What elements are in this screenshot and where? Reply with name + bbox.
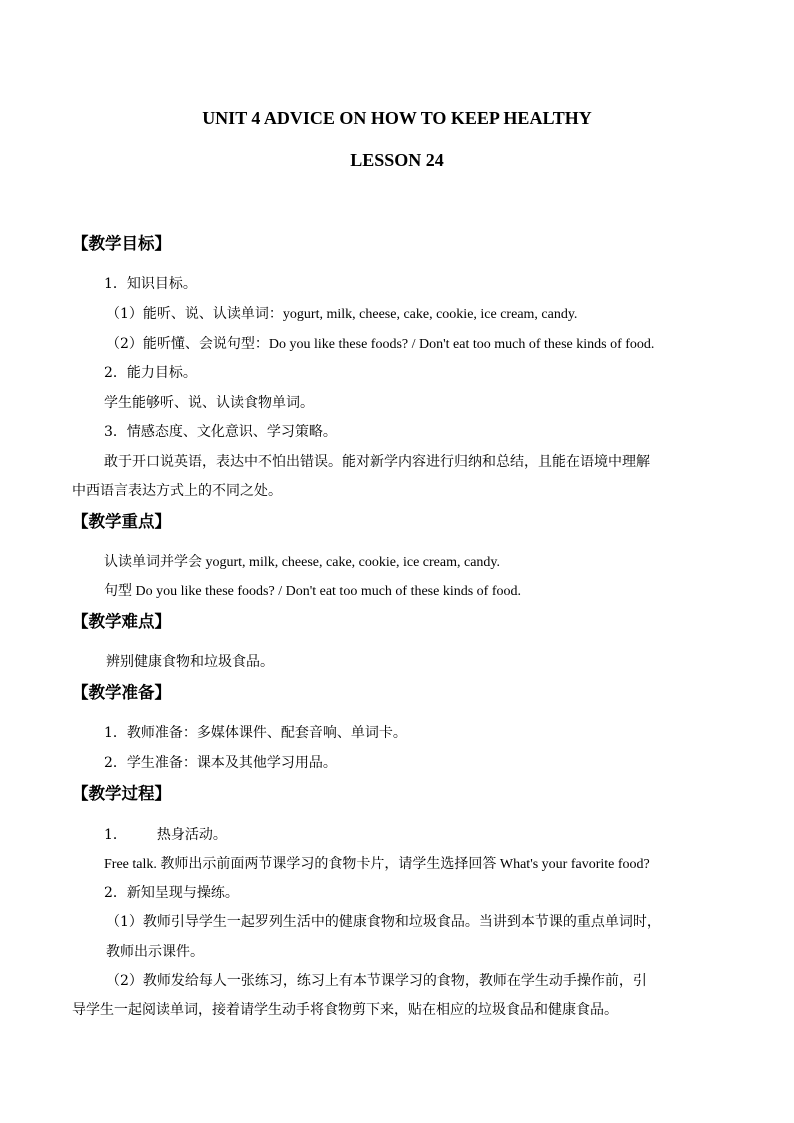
key-points-heading: 【教学重点】	[72, 512, 171, 531]
preparation-student: 2．学生准备：课本及其他学习用品。	[104, 755, 337, 771]
process-step-2-1-line-1: （1）教师引导学生一起罗列生活中的健康食物和垃圾食品。当讲到本节课的重点单词时，	[106, 914, 661, 930]
objective-words-label: （1）能听、说、认读单词：	[106, 306, 283, 322]
objective-knowledge-sentences	[106, 334, 654, 355]
process-step-1-number: 1．	[104, 827, 127, 843]
key-points-words-label: 认读单词并学会	[104, 554, 202, 570]
document-title: UNIT 4 ADVICE ON HOW TO KEEP HEALTHY	[202, 108, 592, 128]
process-step-2: 2．新知呈现与操练。	[104, 885, 239, 901]
process-step-2-2-line-2: 导学生一起阅读单词，接着请学生动手将食物剪下来，贴在相应的垃圾食品和健康食品。	[72, 1002, 618, 1018]
difficulties-text: 辨别健康食物和垃圾食品。	[106, 654, 274, 670]
key-points-sentences-label: 句型	[104, 583, 132, 599]
objective-ability: 2．能力目标。	[104, 365, 197, 381]
objective-knowledge: 1．知识目标。	[104, 276, 197, 292]
process-step-2-1-line-2: 教师出示课件。	[106, 944, 204, 960]
key-points-words-list: yogurt, milk, cheese, cake, cookie, ice cream, candy.	[202, 555, 501, 570]
objective-ability-text: 学生能够听、说、认读食物单词。	[104, 395, 314, 411]
key-points-words	[104, 552, 500, 573]
process-step-1-question: What's your favorite food?	[496, 857, 650, 872]
preparation-heading: 【教学准备】	[72, 683, 171, 702]
objectives-heading: 【教学目标】	[72, 234, 171, 253]
objective-attitude-text-1: 敢于开口说英语，表达中不怕出错误。能对新学内容进行归纳和总结，且能在语境中理解	[104, 454, 650, 470]
process-step-1-freetalk: Free talk.	[104, 857, 161, 872]
process-heading: 【教学过程】	[72, 784, 171, 803]
process-step-2-2-line-1: （2）教师发给每人一张练习，练习上有本节课学习的食物，教师在学生动手操作前，引	[106, 973, 647, 989]
objective-words-list: yogurt, milk, cheese, cake, cookie, ice cream, candy.	[282, 307, 578, 322]
lesson-subtitle: LESSON 24	[350, 150, 444, 170]
objective-sentences-text: Do you like these foods? / Don't eat too much of these kinds of food.	[268, 337, 655, 352]
objective-attitude: 3．情感态度、文化意识、学习策略。	[104, 424, 337, 440]
objective-knowledge-words	[106, 304, 577, 325]
process-step-1-title: 热身活动。	[156, 827, 227, 843]
difficulties-heading: 【教学难点】	[72, 612, 171, 631]
key-points-sentences	[104, 581, 521, 602]
objective-attitude-text-2: 中西语言表达方式上的不同之处。	[72, 483, 282, 499]
objective-sentences-label: （2）能听懂、会说句型：	[106, 336, 269, 352]
process-step-1	[104, 825, 227, 845]
process-step-1-text	[104, 854, 650, 875]
process-step-1-cn: 教师出示前面两节课学习的食物卡片，请学生选择回答	[160, 856, 497, 872]
preparation-teacher: 1．教师准备：多媒体课件、配套音响、单词卡。	[104, 725, 407, 741]
key-points-sentences-text: Do you like these foods? / Don't eat too much of these kinds of food.	[132, 584, 522, 599]
